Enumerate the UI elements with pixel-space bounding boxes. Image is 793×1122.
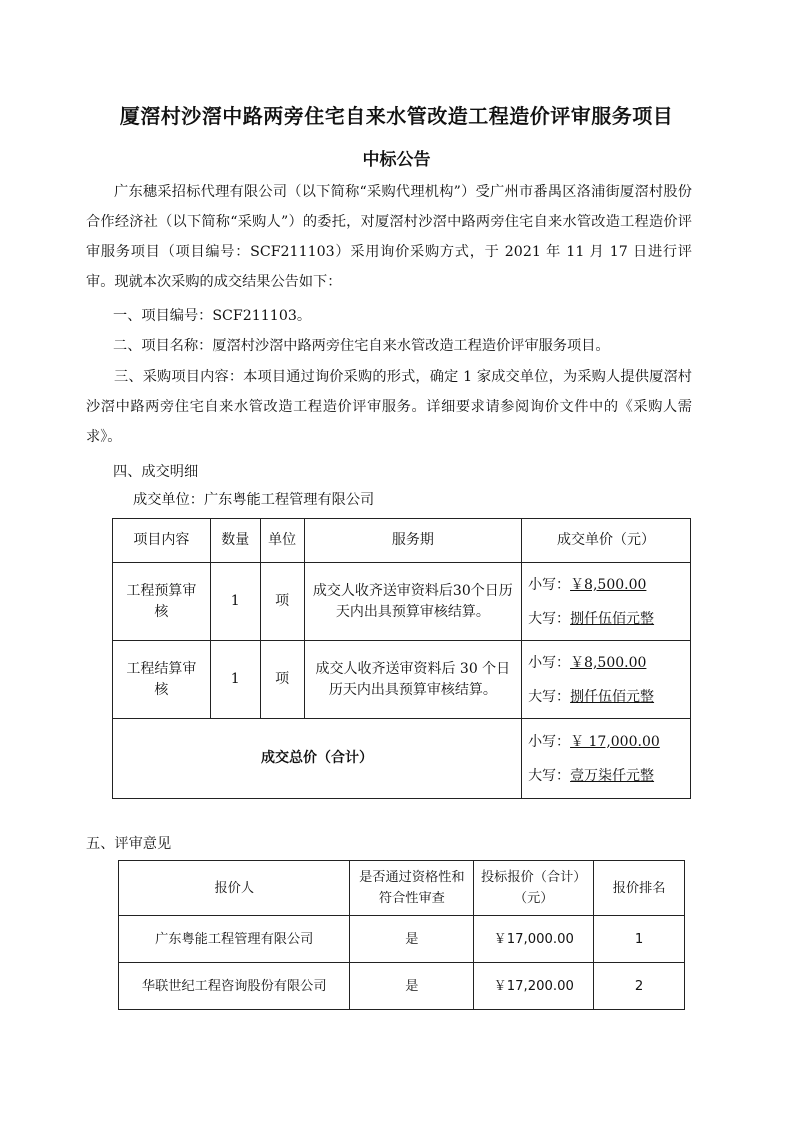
item-project-name: 二、项目名称：厦滘村沙滘中路两旁住宅自来水管改造工程造价评审服务项目。	[113, 338, 610, 354]
header-cell: 单位	[260, 519, 304, 563]
bidder-cell: 华联世纪工程咨询股份有限公司	[119, 963, 350, 1010]
content-cell: 工程预算审核	[113, 563, 211, 641]
small-amount: ￥8,500.00	[570, 654, 647, 671]
qty-cell: 1	[210, 563, 260, 641]
header-cell: 数量	[210, 519, 260, 563]
big-label: 大写：	[528, 688, 571, 705]
table-row	[113, 641, 691, 719]
item-review-heading: 五、评审意见	[86, 836, 172, 852]
big-label: 大写：	[528, 610, 571, 627]
qualified-cell: 是	[350, 916, 474, 963]
review-table	[118, 860, 685, 1010]
big-amount: 捌仟伍佰元整	[570, 688, 655, 705]
small-label: 小写：	[528, 576, 571, 593]
header-cell: 投标报价（合计）（元）	[474, 861, 594, 916]
rank-cell: 2	[594, 963, 685, 1010]
table-row	[119, 916, 685, 963]
unit-cell: 项	[260, 563, 304, 641]
deal-table-header	[113, 519, 691, 563]
period-cell: 成交人收齐送审资料后 30 个日历天内出具预算审核结算。	[304, 641, 521, 719]
bidder-cell: 广东粤能工程管理有限公司	[119, 916, 350, 963]
item-project-number: 一、项目编号：SCF211103。	[113, 308, 312, 324]
period-cell: 成交人收齐送审资料后30个日历天内出具预算审核结算。	[304, 563, 521, 641]
small-label: 小写：	[528, 733, 571, 750]
bid-price-cell: ￥17,000.00	[474, 916, 594, 963]
total-small-amount: ￥ 17,000.00	[570, 733, 660, 750]
header-cell: 报价人	[119, 861, 350, 916]
rank-cell: 1	[594, 916, 685, 963]
content-cell: 工程结算审核	[113, 641, 211, 719]
small-amount: ￥8,500.00	[570, 576, 647, 593]
document-subtitle: 中标公告	[362, 150, 431, 170]
table-row	[113, 563, 691, 641]
price-cell	[522, 641, 691, 719]
deal-table	[112, 518, 691, 799]
document-title: 厦滘村沙滘中路两旁住宅自来水管改造工程造价评审服务项目	[119, 104, 674, 128]
unit-cell: 项	[260, 641, 304, 719]
review-table-header	[119, 861, 685, 916]
intro-paragraph: 广东穗采招标代理有限公司（以下简称“采购代理机构”）受广州市番禺区洛浦街厦滘村股份合作经济社（以下简称“采购人”）的委托，对厦滘村沙滘中路两旁住宅自来水管改造工程造价评审服务项目（项目编号：SCF211103）采用询价采购方式，于 2021 年 11 月 17 日进行评审。现就本次采购的成交结果公告如下：	[86, 184, 692, 290]
item-procurement-content: 三、采购项目内容：本项目通过询价采购的形式，确定 1 家成交单位，为采购人提供厦滘村沙滘中路两旁住宅自来水管改造工程造价评审服务。详细要求请参阅询价文件中的《采购人需求》。	[86, 369, 692, 445]
header-cell: 项目内容	[113, 519, 211, 563]
qty-cell: 1	[210, 641, 260, 719]
bid-price-cell: ￥17,200.00	[474, 963, 594, 1010]
price-cell	[522, 563, 691, 641]
item-deal-details-heading: 四、成交明细	[113, 464, 199, 480]
qualified-cell: 是	[350, 963, 474, 1010]
total-big-amount: 壹万柒仟元整	[570, 767, 655, 784]
table-row	[119, 963, 685, 1010]
winner-line: 成交单位：广东粤能工程管理有限公司	[133, 492, 375, 508]
header-cell: 报价排名	[594, 861, 685, 916]
big-label: 大写：	[528, 767, 571, 784]
header-cell: 服务期	[304, 519, 521, 563]
big-amount: 捌仟伍佰元整	[570, 610, 655, 627]
total-label: 成交总价（合计）	[113, 719, 522, 799]
small-label: 小写：	[528, 654, 571, 671]
total-price-cell	[522, 719, 691, 799]
total-row	[113, 719, 691, 799]
header-cell: 是否通过资格性和符合性审查	[350, 861, 474, 916]
header-cell: 成交单价（元）	[522, 519, 691, 563]
